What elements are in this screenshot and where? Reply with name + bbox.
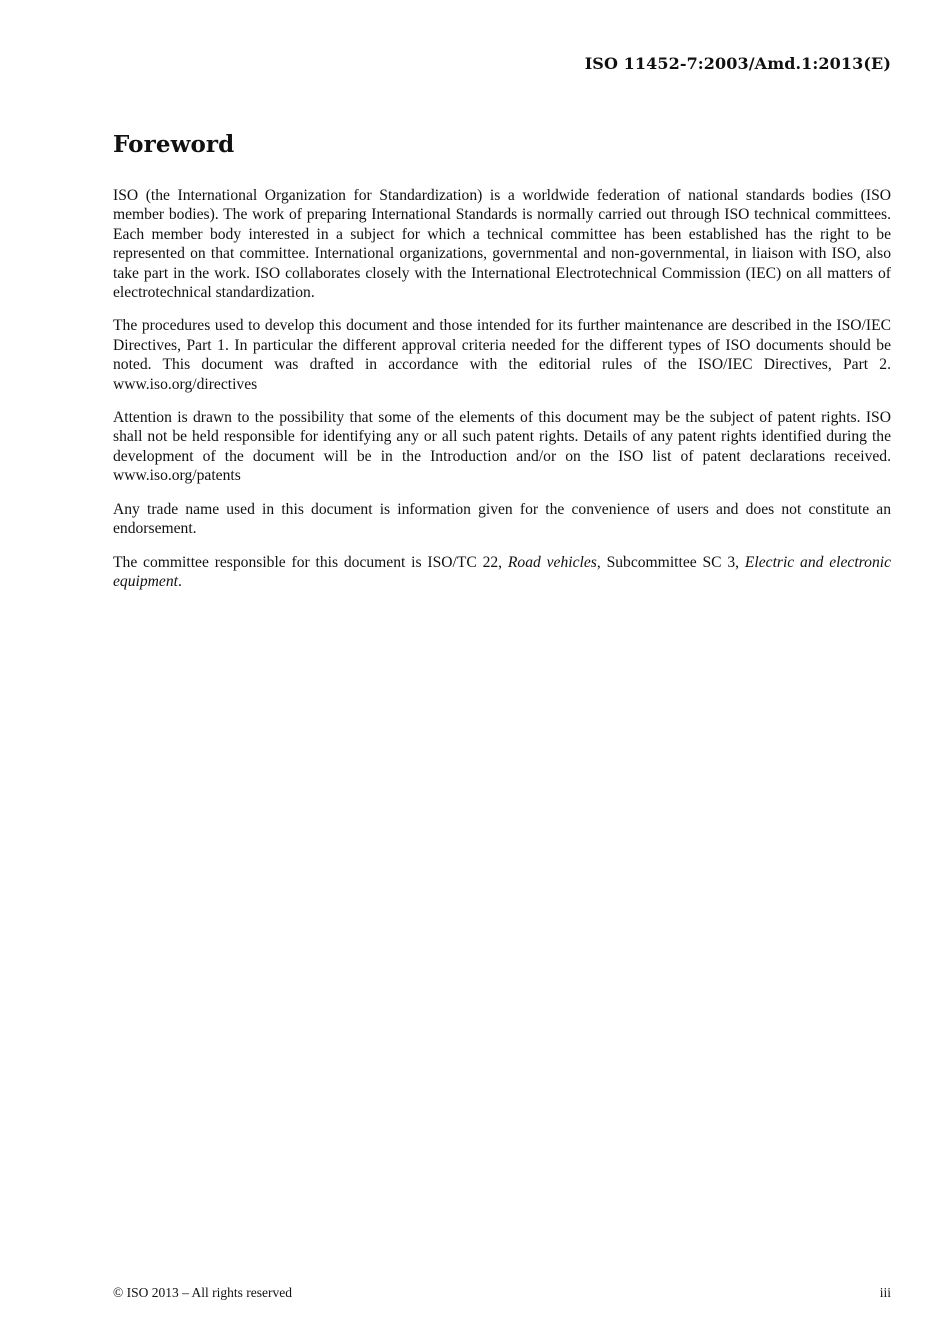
committee-text-prefix: The committee responsible for this document is ISO/TC 22, xyxy=(113,553,508,571)
paragraph-iso-description: ISO (the International Organization for Standardization) is a worldwide federation of national standards bodies (ISO member bodies). The work of preparing International Standards is normally carried out through ISO technical committees. Each member body interested in a subject for which a technical committee has been established has the right to be represented on that committee. International organizations, governmental and non-governmental, in liaison with ISO, also take part in the work. ISO collaborates closely with the International Electrotechnical Commission (IEC) on all matters of electrotechnical standardization. xyxy=(113,187,891,302)
page-number: iii xyxy=(879,1285,891,1300)
copyright-notice: © ISO 2013 – All rights reserved xyxy=(113,1285,292,1300)
subcommittee-name: Electric and electronic equipment xyxy=(113,553,892,590)
document-identifier: ISO 11452-7:2003/Amd.1:2013(E) xyxy=(584,54,891,73)
paragraph-committee xyxy=(113,553,891,592)
committee-text-suffix: . xyxy=(177,572,182,590)
committee-name: Road vehicles xyxy=(507,553,597,571)
paragraph-procedures: The procedures used to develop this document and those intended for its further maintenance are described in the ISO/IEC Directives, Part 1. In particular the different approval criteria needed for the different types of ISO documents should be noted. This document was drafted in accordance with the editorial rules of the ISO/IEC Directives, Part 2. www.iso.org/directives xyxy=(113,317,891,393)
foreword-body xyxy=(113,186,891,605)
page-title: Foreword xyxy=(113,131,235,158)
paragraph-patent-rights: Attention is drawn to the possibility that some of the elements of this document may be the subject of patent rights. ISO shall not be held responsible for identifying any or all such patent rights. Details of any patent rights identified during the development of the document will be in the Introduction and/or on the ISO list of patent declarations received. www.iso.org/patents xyxy=(113,409,891,485)
committee-text-middle: , Subcommittee SC 3, xyxy=(596,553,745,571)
paragraph-trade-names: Any trade name used in this document is information given for the convenience of users and does not constitute an endorsement. xyxy=(113,500,891,538)
